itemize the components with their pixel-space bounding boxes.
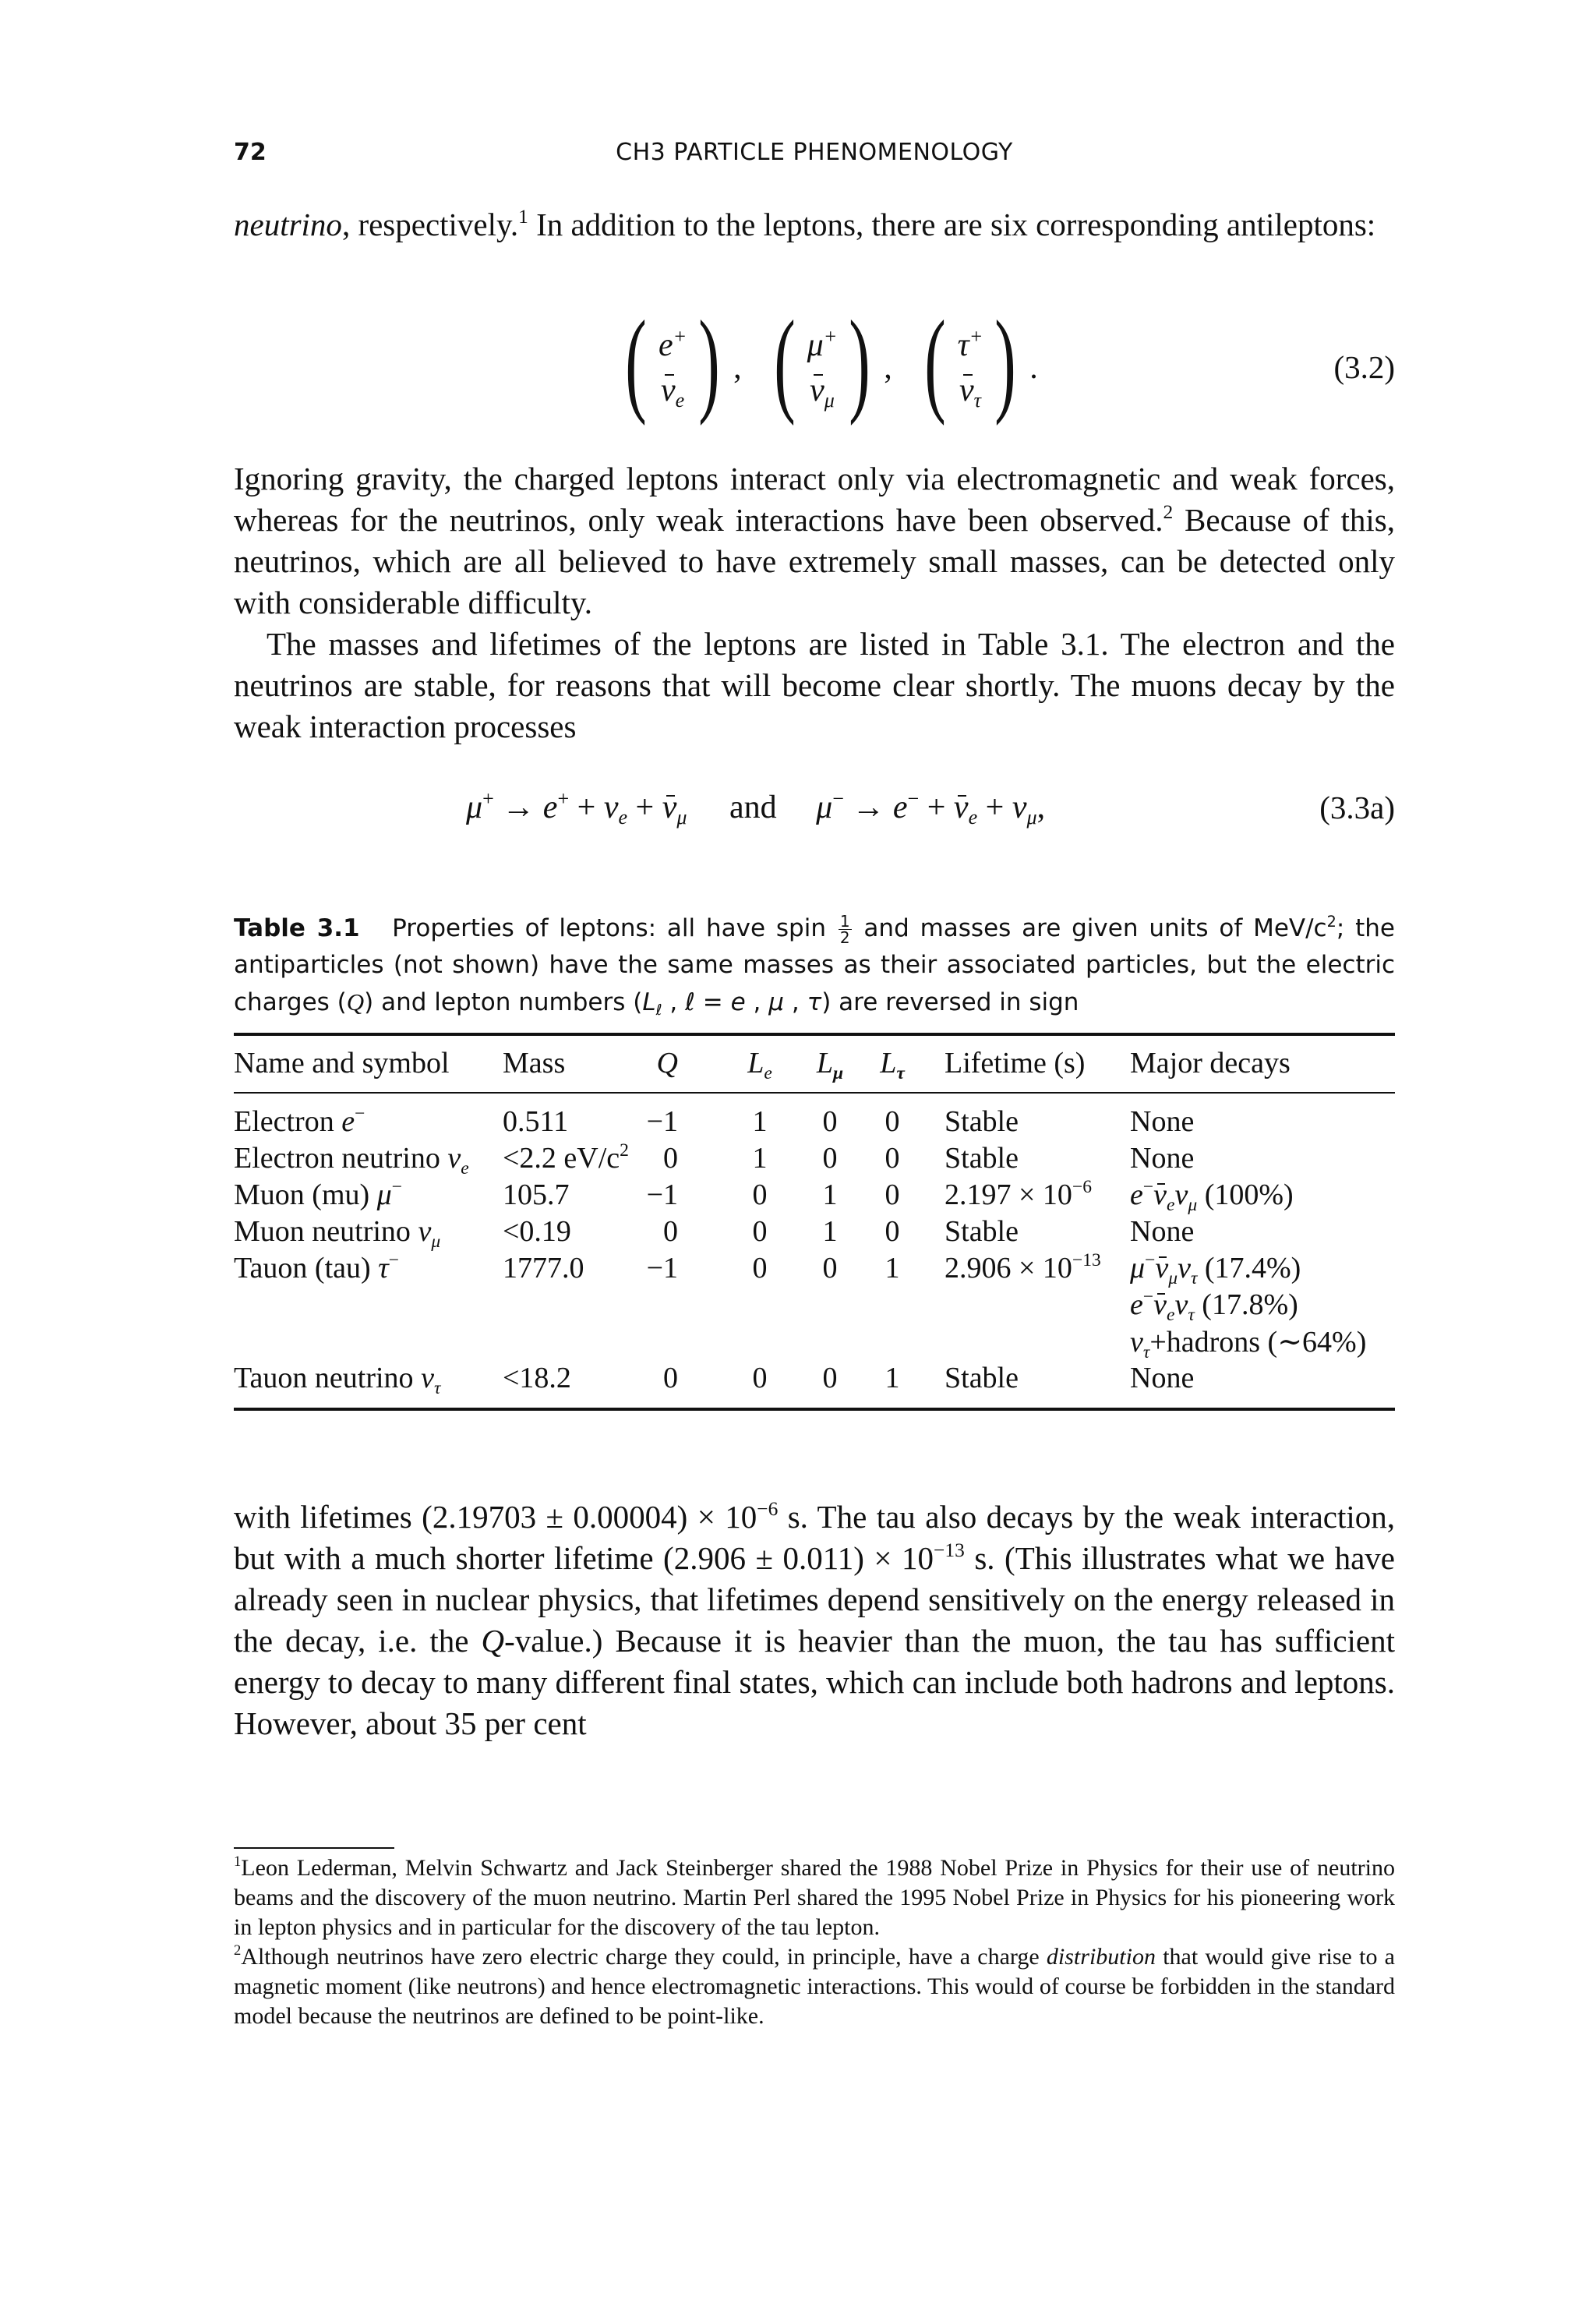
muon-decay-mode: $e^-\nu_e\nu_\mu$ (100%) — [1130, 1177, 1294, 1215]
equation-3-3a — [234, 786, 1395, 836]
muon-decay-equation: $\mu^+ \to e^+ + \nu_e + \nu_\mu$ and $\mu^- \to e^- + \nu_e + \nu_\mu$, — [466, 786, 1046, 829]
col-name: Name and symbol — [234, 1047, 450, 1079]
footnote-ref-1: 1 — [518, 206, 528, 228]
running-header — [234, 139, 1395, 170]
table-label: Table 3.1 — [234, 914, 360, 942]
tau-decay-mode-electronic: $e^-\nu_e\nu_\tau$ (17.8%) — [1130, 1287, 1298, 1325]
footnotes — [234, 1853, 1395, 2031]
col-lmu: $L_\mu$ — [816, 1047, 844, 1083]
para1-text: , respectively. — [341, 207, 519, 242]
footnote-ref-2: 2 — [1163, 501, 1174, 524]
table-header — [234, 1046, 1395, 1083]
table-top-rule — [234, 1033, 1395, 1036]
footnote-1: $^1$Leon Lederman, Melvin Schwartz and Jack Steinberger shared the 1988 Nobel Prize in Physics for their use of neutrino beams and the discovery of the muon neutrino. Martin Perl shared the 1995 Nobel Prize in Physics for his pioneering work in lepton physics and in particular for the discovery of the tau lepton. — [234, 1853, 1395, 1940]
table-caption: Table 3.1 Properties of leptons: all have spin $\frac{1}{2}$ and masses are given units of MeV/$c^2$; the antiparticles (not shown) have the same masses as their associated particles, but the electric charges (Q) and lepton numbers ($L_\ell$ , ℓ = e , μ , τ) are reversed in sign — [234, 912, 1395, 1019]
col-le: $L_e$ — [747, 1047, 772, 1083]
col-mass: Mass — [503, 1047, 566, 1079]
equation-connector: and — [729, 790, 777, 825]
table-header-rule — [234, 1092, 1395, 1094]
para2-text: Ignoring gravity, the charged leptons interact only via electromagnetic and weak forces, whereas for the neutrinos, only weak interactions have been observed. — [234, 461, 1395, 538]
paragraph-intro-antileptons — [234, 204, 1395, 246]
table-row: Muon neutrino $\nu_\mu$ <0.19 0 0 1 0 Stable None — [234, 1215, 1195, 1252]
table-row: Tauon (tau) τ− 1777.0 −1 0 0 1 $2.906 \times 10^{-13}$ $\mu^-\nu_\mu\nu_\tau$ (17.4%) $e^-\nu_e\nu_\tau$ (17.8%) $\nu_\tau+hadrons$ (∼64%) — [234, 1250, 1367, 1362]
tau-lifetime-value: $(2.906 \pm 0.011) \times 10^{-13}$ — [663, 1539, 965, 1576]
footnote-rule — [234, 1847, 394, 1849]
page-number: 72 — [234, 139, 267, 166]
table-row: Electron e− 0.511 −1 1 0 0 Stable None — [234, 1104, 1195, 1138]
term-neutrino: neutrino — [234, 207, 342, 242]
table-body — [234, 1104, 1395, 1398]
col-ltau: $L_\tau$ — [880, 1047, 905, 1083]
equation-3-2: ( e+ $\nu_e$ ) , ( μ+ $\nu_\mu$ ) , ( τ+ $\nu_\tau$ ) . (3.2) — [234, 316, 1395, 433]
tau-decay-mode-hadronic: $\nu_\tau+hadrons$ (∼64%) — [1130, 1326, 1367, 1362]
tau-decay-mode-muonic: $\mu^-\nu_\mu\nu_\tau$ (17.4%) — [1130, 1250, 1301, 1288]
muon-lifetime-value: $(2.19703 \pm 0.00004) \times 10^{-6}$ — [422, 1498, 779, 1535]
table-row: Electron neutrino $\nu_e$ <2.2 $eV/c^2$ 0 1 0 0 Stable None — [234, 1140, 1195, 1178]
table-row: Tauon neutrino $\nu_\tau$ <18.2 0 0 0 1 Stable None — [234, 1362, 1195, 1398]
paragraph-lifetimes: with lifetimes $(2.19703 \pm 0.00004) \times 10^{-6}$ s. The tau also decays by the weak interaction, but with a much shorter lifetime $(2.906 \pm 0.011) \times 10^{-13}$ s. (This illustrates what we have already seen in nuclear physics, that lifetimes depend sensitively on the energy released in the decay, i.e. the Q-value.) Because it is heavier than the muon, the tau has sufficient energy to decay to many different final states, which can include both hadrons and leptons. However, about 35 per cent — [234, 1498, 1395, 1741]
antilepton-doublet-muon: ( μ+ $\nu_\mu$ ) — [773, 297, 870, 426]
col-decays: Major decays — [1130, 1047, 1291, 1079]
table-bottom-rule — [234, 1408, 1395, 1411]
para2-text2: Because of this, neutrinos, which are all believed to have extremely small masses, can be detected only with considerable difficulty. — [234, 502, 1395, 620]
antilepton-doublet-tau: ( τ+ $\nu_\tau$ ) — [923, 297, 1017, 426]
col-lifetime: Lifetime (s) — [945, 1047, 1086, 1079]
running-head-title: CH3 PARTICLE PHENOMENOLOGY — [616, 139, 1013, 166]
para3-text: The masses and lifetimes of the leptons are listed in Table 3.1. The electron and the neutrinos are stable, for reasons that will become clear shortly. The muons decay by the weak interaction processes — [234, 626, 1395, 744]
para1-text2: In addition to the leptons, there are six corresponding antileptons: — [528, 207, 1376, 242]
paragraph-interactions — [234, 458, 1395, 624]
table-row: Muon (mu) μ− 105.7 −1 0 1 0 $2.197 \times 10^{-6}$ $e^-\nu_e\nu_\mu$ (100%) — [234, 1177, 1294, 1215]
equation-number-3-3a: (3.3a) — [1319, 790, 1395, 825]
antilepton-doublet-electron: ( e+ $\nu_e$ ) — [625, 297, 720, 426]
paragraph-masses-lifetimes — [234, 624, 1395, 747]
spin-fraction: $\frac{1}{2}$ — [839, 912, 850, 947]
col-q: Q — [656, 1047, 678, 1079]
equation-number-3-2: (3.2) — [1333, 349, 1395, 385]
footnote-2: $^2$Although neutrinos have zero electric charge they could, in principle, have a charge distribution that would give rise to a magnetic moment (like neutrons) and hence electromagnetic interactions. This would of course be forbidden in the standard model because the neutrinos are defined to be point-like. — [234, 1942, 1395, 2029]
